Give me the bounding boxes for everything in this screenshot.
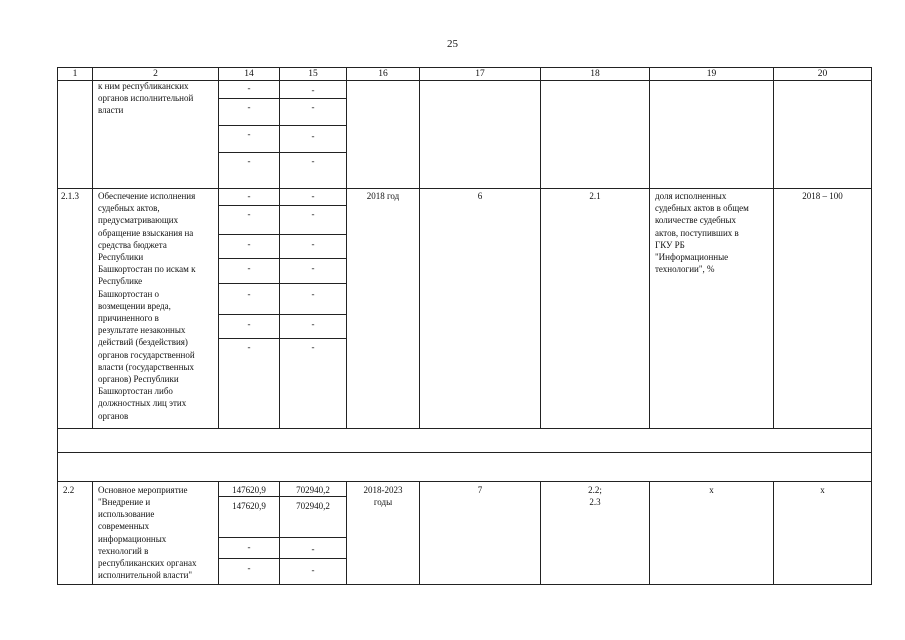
- cell-value: 702940,2: [296, 501, 330, 511]
- cell-value: -: [247, 239, 251, 249]
- cell-value: 147620,9: [232, 485, 266, 495]
- header-col-2: 2: [153, 69, 158, 79]
- cell-19: x: [709, 485, 714, 495]
- cell-20: 2018 – 100: [802, 191, 843, 201]
- cell-value: -: [311, 544, 315, 554]
- cell-value: -: [247, 156, 251, 166]
- cell-value: -: [247, 191, 251, 201]
- cell-value: -: [311, 85, 315, 95]
- header-col-18: 18: [590, 69, 600, 79]
- row-number: 2.2: [63, 485, 75, 495]
- cell-value: -: [311, 209, 315, 219]
- header-col-20: 20: [817, 69, 828, 79]
- cell-value: -: [247, 289, 251, 299]
- header-col-19: 19: [706, 69, 717, 79]
- header-col-17: 17: [475, 69, 485, 79]
- cell-value: -: [247, 319, 251, 329]
- header-col-16: 16: [378, 69, 388, 79]
- cell-value: -: [311, 102, 315, 112]
- cell-value: -: [311, 131, 315, 141]
- cell-value: -: [247, 83, 251, 93]
- cell-20: x: [820, 485, 825, 495]
- cell-17: 6: [477, 191, 483, 201]
- cell-period: 2018 год: [366, 191, 400, 201]
- cell-value: -: [311, 239, 315, 249]
- cell-value: -: [311, 263, 315, 273]
- row-number: 2.1.3: [61, 191, 79, 201]
- cell-value: -: [247, 542, 251, 552]
- cell-value: 702940,2: [296, 485, 330, 495]
- cell-value: -: [311, 289, 315, 299]
- cell-value: -: [247, 129, 251, 139]
- header-col-14: 14: [244, 69, 254, 79]
- cell-value: -: [247, 263, 251, 273]
- cell-value: -: [311, 191, 315, 201]
- header-col-15: 15: [308, 69, 318, 79]
- cell-value: -: [247, 102, 251, 112]
- cell-value: 147620,9: [232, 501, 266, 511]
- cell-18: 2.1: [589, 191, 601, 201]
- cell-value: -: [247, 209, 251, 219]
- header-col-1: 1: [72, 69, 78, 79]
- cell-value: -: [247, 563, 251, 573]
- page-number: 25: [447, 38, 458, 50]
- cell-value: -: [311, 319, 315, 329]
- cell-value: -: [311, 565, 315, 575]
- cell-value: -: [311, 156, 315, 166]
- cell-value: -: [311, 342, 315, 352]
- cell-17: 7: [477, 485, 483, 495]
- cell-value: -: [247, 342, 251, 352]
